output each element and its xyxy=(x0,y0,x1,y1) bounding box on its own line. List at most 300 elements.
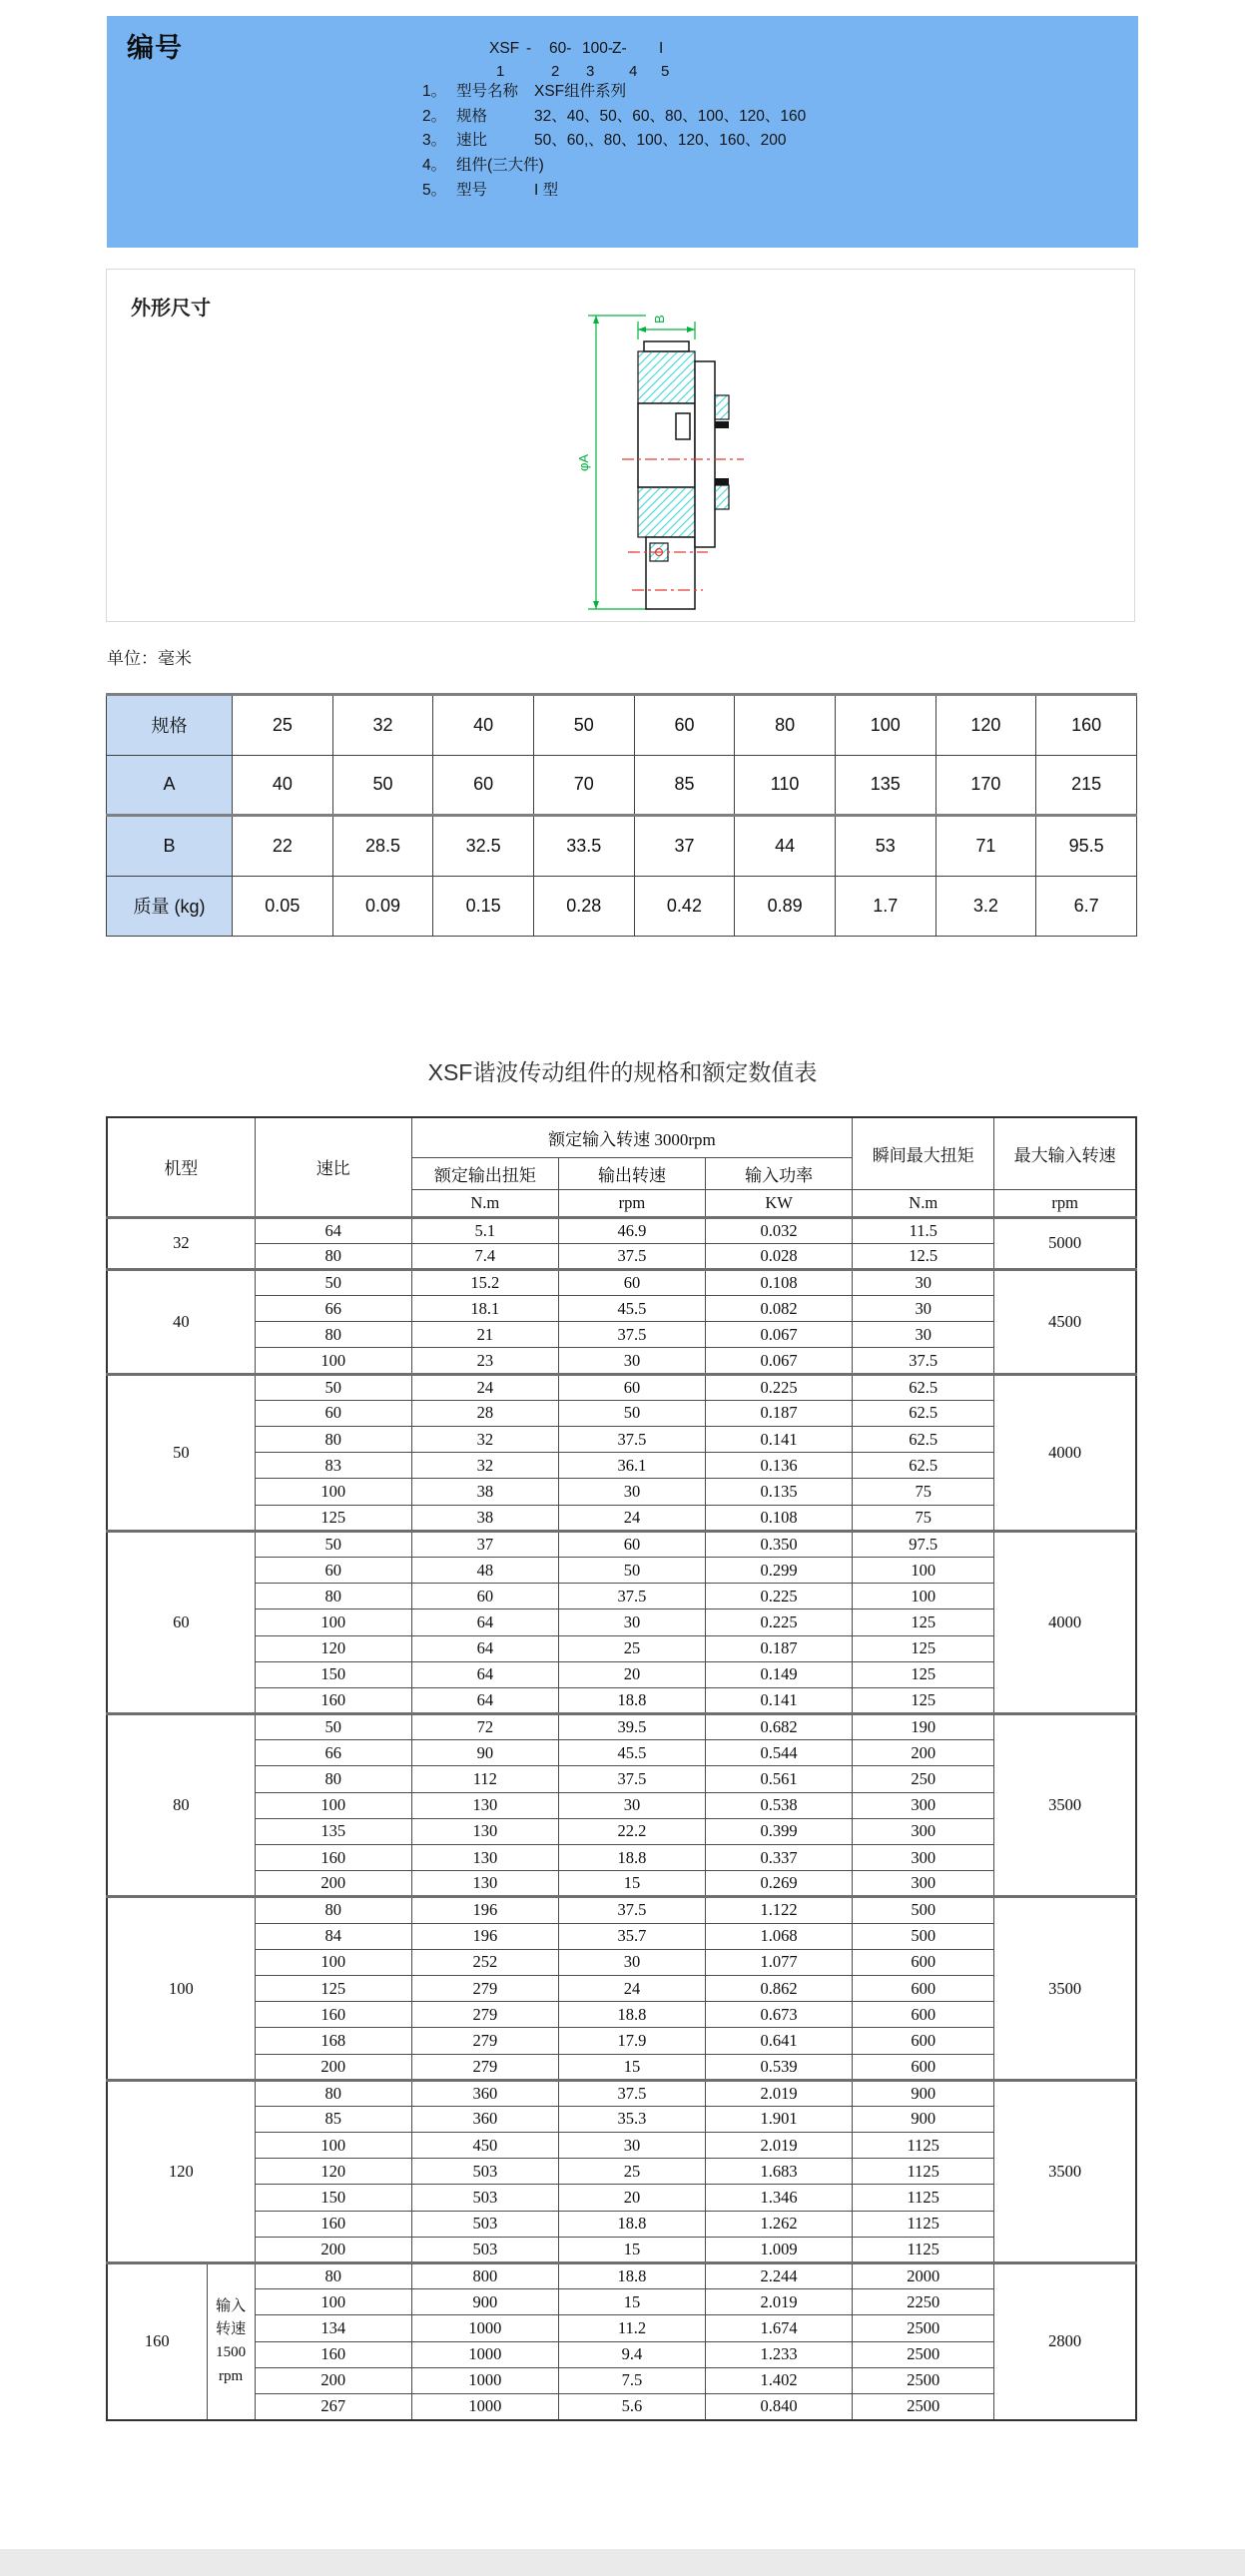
input-power-cell: 0.149 xyxy=(706,1661,853,1687)
ratio-cell: 160 xyxy=(255,1845,411,1871)
input-power-cell: 1.346 xyxy=(706,2185,853,2211)
max-torque-cell: 30 xyxy=(853,1296,994,1322)
output-speed-cell: 60 xyxy=(558,1374,705,1400)
ratio-cell: 80 xyxy=(255,2080,411,2106)
input-power-cell: 0.539 xyxy=(706,2054,853,2080)
input-power-cell: 1.901 xyxy=(706,2106,853,2132)
ratio-cell: 100 xyxy=(255,1479,411,1505)
output-torque-cell: 450 xyxy=(411,2133,558,2159)
dim-value-cell: 1.7 xyxy=(835,876,935,937)
max-torque-cell: 2000 xyxy=(853,2263,994,2289)
dim-value-cell: 6.7 xyxy=(1036,876,1137,937)
dim-value-cell: 28.5 xyxy=(332,816,433,877)
output-torque-cell: 64 xyxy=(411,1661,558,1687)
dim-value-cell: 0.05 xyxy=(233,876,333,937)
output-speed-cell: 20 xyxy=(558,1661,705,1687)
legend-item-value: I 型 xyxy=(534,181,559,199)
spec-data-row xyxy=(107,2237,1136,2262)
dim-value-cell: 170 xyxy=(935,755,1036,816)
col-header-input-power: 输入功率 xyxy=(706,1157,853,1189)
max-torque-cell: 600 xyxy=(853,2054,994,2080)
dim-table-row xyxy=(107,695,1137,756)
ratio-cell: 125 xyxy=(255,1975,411,2001)
output-torque-cell: 28 xyxy=(411,1400,558,1426)
spec-data-row xyxy=(107,2315,1136,2341)
output-speed-cell: 25 xyxy=(558,1635,705,1661)
input-power-cell: 0.840 xyxy=(706,2393,853,2419)
ratio-cell: 50 xyxy=(255,1374,411,1400)
input-power-cell: 0.067 xyxy=(706,1348,853,1374)
col-header-model: 机型 xyxy=(107,1117,255,1217)
dim-value-cell: 215 xyxy=(1036,755,1137,816)
dim-value-cell: 100 xyxy=(835,695,935,756)
ratio-cell: 80 xyxy=(255,1766,411,1792)
spec-data-row xyxy=(107,1427,1136,1453)
output-speed-cell: 46.9 xyxy=(558,1217,705,1243)
ratio-cell: 134 xyxy=(255,2315,411,2341)
ratio-cell: 200 xyxy=(255,1871,411,1897)
output-speed-cell: 45.5 xyxy=(558,1740,705,1766)
max-torque-cell: 190 xyxy=(853,1714,994,1740)
dim-value-cell: 22 xyxy=(233,816,333,877)
dim-value-cell: 3.2 xyxy=(935,876,1036,937)
input-power-cell: 0.225 xyxy=(706,1374,853,1400)
output-speed-cell: 30 xyxy=(558,1479,705,1505)
input-power-cell: 1.674 xyxy=(706,2315,853,2341)
ratio-cell: 135 xyxy=(255,1818,411,1844)
model-code-index: 1 xyxy=(496,63,505,80)
ratio-cell: 200 xyxy=(255,2054,411,2080)
spec-data-row xyxy=(107,1374,1136,1400)
model-cell: 100 xyxy=(107,1897,255,2080)
input-power-cell: 0.135 xyxy=(706,1479,853,1505)
legend-item xyxy=(422,127,806,152)
spec-data-row xyxy=(107,2133,1136,2159)
model-code-index: 3 xyxy=(586,63,595,80)
max-torque-cell: 62.5 xyxy=(853,1453,994,1479)
legend-item-label: 型号名称 xyxy=(456,83,519,101)
output-speed-cell: 50 xyxy=(558,1557,705,1583)
max-torque-cell: 97.5 xyxy=(853,1531,994,1557)
input-power-cell: 2.019 xyxy=(706,2080,853,2106)
output-speed-cell: 9.4 xyxy=(558,2341,705,2367)
input-power-cell: 1.233 xyxy=(706,2341,853,2367)
ratio-cell: 50 xyxy=(255,1714,411,1740)
output-torque-cell: 24 xyxy=(411,1374,558,1400)
spec-data-row xyxy=(107,1531,1136,1557)
output-torque-cell: 503 xyxy=(411,2159,558,2185)
output-torque-cell: 279 xyxy=(411,2054,558,2080)
input-power-cell: 0.141 xyxy=(706,1427,853,1453)
output-speed-cell: 37.5 xyxy=(558,1322,705,1348)
input-speed-note: 输入 转速 1500 rpm xyxy=(207,2263,255,2420)
spec-data-row xyxy=(107,1217,1136,1243)
input-power-cell: 0.082 xyxy=(706,1296,853,1322)
max-torque-cell: 600 xyxy=(853,2028,994,2054)
diameter-dimension-label: φA xyxy=(576,453,591,471)
spec-data-row xyxy=(107,2028,1136,2054)
ratio-cell: 150 xyxy=(255,1661,411,1687)
output-torque-cell: 38 xyxy=(411,1505,558,1531)
input-power-cell: 0.641 xyxy=(706,2028,853,2054)
max-torque-cell: 300 xyxy=(853,1792,994,1818)
dim-value-cell: 32 xyxy=(332,695,433,756)
max-torque-cell: 600 xyxy=(853,2002,994,2028)
legend-item-number: 2。 xyxy=(422,107,447,125)
output-speed-cell: 15 xyxy=(558,2289,705,2315)
model-code-segment: - xyxy=(526,40,532,57)
output-speed-cell: 15 xyxy=(558,1871,705,1897)
max-torque-cell: 100 xyxy=(853,1584,994,1610)
input-power-cell: 0.187 xyxy=(706,1400,853,1426)
ratio-cell: 80 xyxy=(255,1584,411,1610)
spec-data-row xyxy=(107,1505,1136,1531)
output-speed-cell: 7.5 xyxy=(558,2367,705,2393)
output-torque-cell: 90 xyxy=(411,1740,558,1766)
output-torque-cell: 1000 xyxy=(411,2315,558,2341)
dim-value-cell: 53 xyxy=(835,816,935,877)
model-cell: 120 xyxy=(107,2080,255,2262)
max-input-speed-cell: 4000 xyxy=(994,1531,1136,1713)
input-power-cell: 0.028 xyxy=(706,1243,853,1269)
spec-data-row xyxy=(107,1610,1136,1635)
spec-data-row xyxy=(107,2289,1136,2315)
outline-dimensions-section xyxy=(106,269,1135,622)
page-footer-strip xyxy=(0,2549,1245,2576)
numbering-section xyxy=(107,16,1138,248)
output-torque-cell: 7.4 xyxy=(411,1243,558,1269)
spec-data-row xyxy=(107,1635,1136,1661)
max-torque-cell: 200 xyxy=(853,1740,994,1766)
input-power-cell: 0.187 xyxy=(706,1635,853,1661)
spec-data-row xyxy=(107,1661,1136,1687)
spec-data-row xyxy=(107,1818,1136,1844)
dimension-table xyxy=(106,693,1137,937)
model-code-segment: I xyxy=(659,40,664,57)
ratio-cell: 64 xyxy=(255,1217,411,1243)
input-power-cell: 1.262 xyxy=(706,2211,853,2237)
input-power-cell: 0.682 xyxy=(706,1714,853,1740)
spec-data-row xyxy=(107,2159,1136,2185)
spec-data-row xyxy=(107,1845,1136,1871)
input-power-cell: 0.225 xyxy=(706,1610,853,1635)
spec-data-row xyxy=(107,1766,1136,1792)
ratio-cell: 85 xyxy=(255,2106,411,2132)
dim-value-cell: 0.89 xyxy=(735,876,836,937)
legend-item-number: 4。 xyxy=(422,157,447,175)
dim-value-cell: 33.5 xyxy=(533,816,634,877)
output-speed-cell: 15 xyxy=(558,2237,705,2262)
ratio-cell: 83 xyxy=(255,1453,411,1479)
spec-data-row xyxy=(107,2263,1136,2289)
spec-header-row xyxy=(107,1117,1136,1157)
output-speed-cell: 60 xyxy=(558,1531,705,1557)
dim-value-cell: 50 xyxy=(332,755,433,816)
output-torque-cell: 64 xyxy=(411,1687,558,1713)
spec-data-row xyxy=(107,1557,1136,1583)
output-torque-cell: 196 xyxy=(411,1897,558,1923)
max-torque-cell: 2500 xyxy=(853,2367,994,2393)
dim-value-cell: 70 xyxy=(533,755,634,816)
output-torque-cell: 130 xyxy=(411,1792,558,1818)
output-torque-cell: 900 xyxy=(411,2289,558,2315)
output-torque-cell: 360 xyxy=(411,2080,558,2106)
ratio-cell: 100 xyxy=(255,2289,411,2315)
spec-data-row xyxy=(107,1479,1136,1505)
input-power-cell: 0.299 xyxy=(706,1557,853,1583)
output-speed-cell: 30 xyxy=(558,2133,705,2159)
max-torque-cell: 300 xyxy=(853,1845,994,1871)
spec-data-row xyxy=(107,2367,1136,2393)
ratio-cell: 100 xyxy=(255,1949,411,1975)
output-speed-cell: 37.5 xyxy=(558,1584,705,1610)
spec-data-row xyxy=(107,2393,1136,2419)
output-torque-cell: 18.1 xyxy=(411,1296,558,1322)
input-power-cell: 0.862 xyxy=(706,1975,853,2001)
unit-cell: N.m xyxy=(853,1189,994,1217)
max-input-speed-cell: 4000 xyxy=(994,1374,1136,1531)
input-power-cell: 0.544 xyxy=(706,1740,853,1766)
input-power-cell: 1.077 xyxy=(706,1949,853,1975)
output-torque-cell: 37 xyxy=(411,1531,558,1557)
legend-item-number: 1。 xyxy=(422,83,447,101)
dim-value-cell: 80 xyxy=(735,695,836,756)
ratio-cell: 80 xyxy=(255,1322,411,1348)
max-torque-cell: 600 xyxy=(853,1975,994,2001)
output-torque-cell: 64 xyxy=(411,1635,558,1661)
ratio-cell: 100 xyxy=(255,1792,411,1818)
ratio-cell: 160 xyxy=(255,2002,411,2028)
spec-data-row xyxy=(107,1269,1136,1295)
model-code-segment: 100- xyxy=(582,40,614,57)
output-torque-cell: 800 xyxy=(411,2263,558,2289)
dim-value-cell: 0.28 xyxy=(533,876,634,937)
max-torque-cell: 62.5 xyxy=(853,1427,994,1453)
max-input-speed-cell: 2800 xyxy=(994,2263,1136,2420)
legend-item-value: XSF组件系列 xyxy=(534,83,627,101)
col-header-max-input-speed: 最大输入转速 xyxy=(994,1117,1136,1189)
max-torque-cell: 125 xyxy=(853,1610,994,1635)
model-cell: 160 xyxy=(107,2263,207,2420)
spec-data-row xyxy=(107,1871,1136,1897)
dim-value-cell: 40 xyxy=(233,755,333,816)
output-torque-cell: 252 xyxy=(411,1949,558,1975)
max-torque-cell: 900 xyxy=(853,2080,994,2106)
output-torque-cell: 503 xyxy=(411,2237,558,2262)
ratio-cell: 60 xyxy=(255,1557,411,1583)
input-power-cell: 1.068 xyxy=(706,1923,853,1949)
ratio-cell: 66 xyxy=(255,1296,411,1322)
max-torque-cell: 600 xyxy=(853,1949,994,1975)
output-speed-cell: 17.9 xyxy=(558,2028,705,2054)
output-speed-cell: 24 xyxy=(558,1505,705,1531)
spec-table-title: XSF谐波传动组件的规格和额定数值表 xyxy=(427,1059,818,1085)
output-torque-cell: 32 xyxy=(411,1453,558,1479)
input-power-cell: 0.399 xyxy=(706,1818,853,1844)
max-torque-cell: 1125 xyxy=(853,2159,994,2185)
dim-value-cell: 0.09 xyxy=(332,876,433,937)
output-torque-cell: 130 xyxy=(411,1818,558,1844)
output-speed-cell: 50 xyxy=(558,1400,705,1426)
output-speed-cell: 18.8 xyxy=(558,2211,705,2237)
spec-data-row xyxy=(107,1453,1136,1479)
output-torque-cell: 112 xyxy=(411,1766,558,1792)
max-torque-cell: 250 xyxy=(853,1766,994,1792)
max-torque-cell: 30 xyxy=(853,1269,994,1295)
max-torque-cell: 75 xyxy=(853,1479,994,1505)
max-torque-cell: 2250 xyxy=(853,2289,994,2315)
output-speed-cell: 37.5 xyxy=(558,1897,705,1923)
ratio-cell: 84 xyxy=(255,1923,411,1949)
model-code-legend xyxy=(422,78,806,201)
ratio-cell: 168 xyxy=(255,2028,411,2054)
output-torque-cell: 130 xyxy=(411,1871,558,1897)
max-torque-cell: 125 xyxy=(853,1635,994,1661)
output-speed-cell: 24 xyxy=(558,1975,705,2001)
max-torque-cell: 500 xyxy=(853,1923,994,1949)
spec-data-row xyxy=(107,2106,1136,2132)
spec-data-row xyxy=(107,2080,1136,2106)
legend-item-value: 32、40、50、60、80、100、120、160 xyxy=(534,107,807,125)
spec-rating-table xyxy=(106,1116,1137,2421)
input-power-cell: 2.244 xyxy=(706,2263,853,2289)
output-speed-cell: 30 xyxy=(558,1610,705,1635)
max-torque-cell: 1125 xyxy=(853,2237,994,2262)
spec-data-row xyxy=(107,1687,1136,1713)
output-speed-cell: 60 xyxy=(558,1269,705,1295)
output-speed-cell: 36.1 xyxy=(558,1453,705,1479)
max-input-speed-cell: 3500 xyxy=(994,1897,1136,2080)
ratio-cell: 50 xyxy=(255,1531,411,1557)
col-header-ratio: 速比 xyxy=(255,1117,411,1217)
model-code-index: 5 xyxy=(661,63,670,80)
model-cell: 50 xyxy=(107,1374,255,1531)
max-torque-cell: 12.5 xyxy=(853,1243,994,1269)
output-torque-cell: 279 xyxy=(411,2028,558,2054)
legend-item xyxy=(422,152,806,177)
dim-value-cell: 32.5 xyxy=(433,816,534,877)
ratio-cell: 120 xyxy=(255,2159,411,2185)
dim-value-cell: 0.42 xyxy=(634,876,735,937)
output-speed-cell: 30 xyxy=(558,1792,705,1818)
dim-row-label: 规格 xyxy=(107,695,233,756)
input-power-cell: 0.350 xyxy=(706,1531,853,1557)
dim-value-cell: 110 xyxy=(735,755,836,816)
output-speed-cell: 5.6 xyxy=(558,2393,705,2419)
model-code-index: 2 xyxy=(551,63,560,80)
output-speed-cell: 11.2 xyxy=(558,2315,705,2341)
dim-value-cell: 60 xyxy=(433,755,534,816)
dim-table-row xyxy=(107,755,1137,816)
output-torque-cell: 15.2 xyxy=(411,1269,558,1295)
spec-data-row xyxy=(107,2341,1136,2367)
ratio-cell: 125 xyxy=(255,1505,411,1531)
ratio-cell: 100 xyxy=(255,2133,411,2159)
output-speed-cell: 37.5 xyxy=(558,1243,705,1269)
output-torque-cell: 503 xyxy=(411,2211,558,2237)
ratio-cell: 200 xyxy=(255,2367,411,2393)
spec-data-row xyxy=(107,1897,1136,1923)
unit-cell: N.m xyxy=(411,1189,558,1217)
input-power-cell: 2.019 xyxy=(706,2289,853,2315)
model-cell: 40 xyxy=(107,1269,255,1374)
ratio-cell: 80 xyxy=(255,2263,411,2289)
dim-value-cell: 71 xyxy=(935,816,1036,877)
output-torque-cell: 64 xyxy=(411,1610,558,1635)
ratio-cell: 120 xyxy=(255,1635,411,1661)
max-torque-cell: 300 xyxy=(853,1871,994,1897)
spec-data-row xyxy=(107,1740,1136,1766)
spec-data-row xyxy=(107,1949,1136,1975)
spec-data-row xyxy=(107,1714,1136,1740)
dim-table-row xyxy=(107,876,1137,937)
component-cross-section xyxy=(622,341,744,609)
max-torque-cell: 100 xyxy=(853,1557,994,1583)
max-torque-cell: 1125 xyxy=(853,2211,994,2237)
input-power-cell: 0.141 xyxy=(706,1687,853,1713)
input-power-cell: 0.032 xyxy=(706,1217,853,1243)
model-cell: 60 xyxy=(107,1531,255,1713)
max-input-speed-cell: 3500 xyxy=(994,2080,1136,2262)
output-torque-cell: 23 xyxy=(411,1348,558,1374)
input-power-cell: 0.337 xyxy=(706,1845,853,1871)
input-power-cell: 1.122 xyxy=(706,1897,853,1923)
output-speed-cell: 18.8 xyxy=(558,1845,705,1871)
spec-data-row xyxy=(107,1348,1136,1374)
ratio-cell: 160 xyxy=(255,2341,411,2367)
spec-data-row xyxy=(107,2185,1136,2211)
spec-data-row xyxy=(107,1296,1136,1322)
output-speed-cell: 35.7 xyxy=(558,1923,705,1949)
output-torque-cell: 38 xyxy=(411,1479,558,1505)
ratio-cell: 267 xyxy=(255,2393,411,2419)
unit-cell: KW xyxy=(706,1189,853,1217)
input-power-cell: 1.009 xyxy=(706,2237,853,2262)
output-torque-cell: 5.1 xyxy=(411,1217,558,1243)
section-title-numbering: 编号 xyxy=(127,33,183,63)
output-torque-cell: 21 xyxy=(411,1322,558,1348)
ratio-cell: 80 xyxy=(255,1897,411,1923)
output-torque-cell: 503 xyxy=(411,2185,558,2211)
dim-value-cell: 135 xyxy=(835,755,935,816)
input-power-cell: 1.683 xyxy=(706,2159,853,2185)
dim-value-cell: 40 xyxy=(433,695,534,756)
ratio-cell: 50 xyxy=(255,1269,411,1295)
ratio-cell: 80 xyxy=(255,1243,411,1269)
input-power-cell: 0.561 xyxy=(706,1766,853,1792)
output-speed-cell: 35.3 xyxy=(558,2106,705,2132)
dim-row-label: 质量 (kg) xyxy=(107,876,233,937)
col-header-output-torque: 额定输出扭矩 xyxy=(411,1157,558,1189)
output-speed-cell: 18.8 xyxy=(558,2002,705,2028)
dim-value-cell: 50 xyxy=(533,695,634,756)
output-torque-cell: 1000 xyxy=(411,2393,558,2419)
dim-value-cell: 0.15 xyxy=(433,876,534,937)
ratio-cell: 60 xyxy=(255,1400,411,1426)
spec-data-row xyxy=(107,1400,1136,1426)
max-torque-cell: 2500 xyxy=(853,2341,994,2367)
legend-item xyxy=(422,176,806,201)
input-power-cell: 0.269 xyxy=(706,1871,853,1897)
model-code-segment: 60- xyxy=(549,40,572,57)
input-power-cell: 0.225 xyxy=(706,1584,853,1610)
spec-data-row xyxy=(107,1243,1136,1269)
max-torque-cell: 62.5 xyxy=(853,1400,994,1426)
model-code-segment: XSF xyxy=(489,40,520,57)
input-power-cell: 2.019 xyxy=(706,2133,853,2159)
legend-item xyxy=(422,78,806,103)
input-power-cell: 0.136 xyxy=(706,1453,853,1479)
